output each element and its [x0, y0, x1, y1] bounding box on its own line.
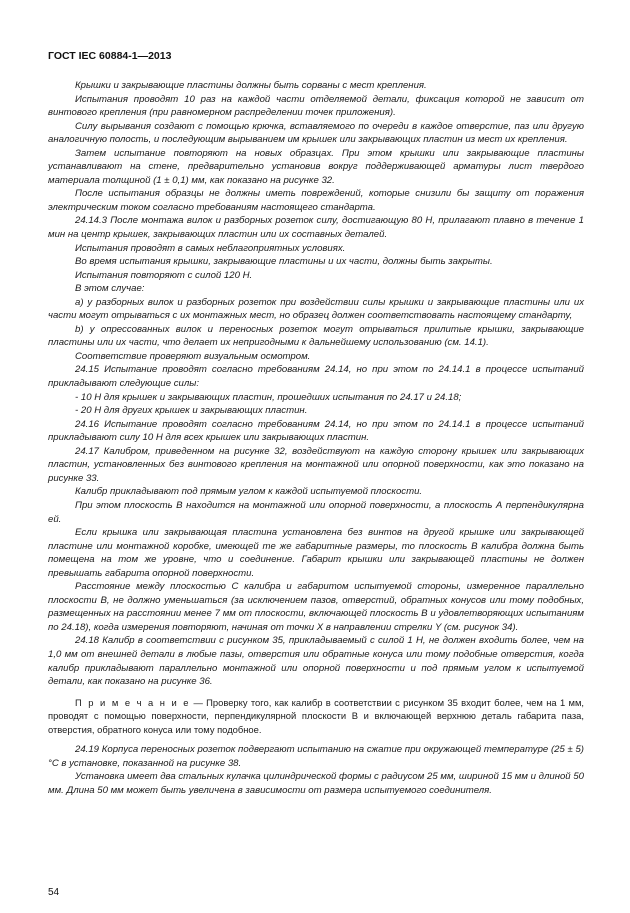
paragraph: Испытания проводят 10 раз на каждой части отделяемой детали, фиксация которой не зависит от винтового крепления (при равномерном распределении точек приложения). — [48, 93, 584, 119]
paragraph: - 20 Н для других крышек и закрывающих пластин. — [75, 405, 308, 417]
paragraph: Испытания повторяют с силой 120 Н. — [75, 269, 253, 281]
note-paragraph — [48, 696, 584, 737]
document-body — [48, 79, 584, 797]
paragraph: Установка имеет два стальных кулачка цилиндрической формы с радиусом 25 мм, шириной 15 мм и длиной 50 мм. Длина 50 мм может быть увеличена в зависимости от размера испытуемого соединителя. — [48, 771, 584, 796]
paragraph: После испытания образцы не должны иметь повреждений, которые снизили бы защиту от поражения электрическим током согласно требованиям настоящего стандарта. — [48, 188, 584, 213]
paragraph: Соответствие проверяют визуальным осмотром. — [75, 350, 311, 362]
paragraph: 24.19 Корпуса переносных розеток подвергают испытанию на сжатие при окружающей температуре (25 ± 5)°С в установке, показанной на рисунке 38. — [48, 744, 584, 769]
paragraph: 24.18 Калибр в соответствии с рисунком 35, прикладываемый с силой 1 Н, не должен входить более, чем на 1,0 мм от внешней детали в любые пазы, отверстия или обратные конуса или тому подобные отверстия, когда калибр прикладывают параллельно монтажной или опорной поверхности и под прямым углом к испытуемой детали, как показано на рисунке 36. — [48, 635, 584, 688]
paragraph: В этом случае: — [75, 283, 145, 295]
document-header: ГОСТ IEC 60884-1—2013 — [48, 50, 172, 62]
paragraph: Затем испытание повторяют на новых образцах. При этом крышки или закрывающие пластины устанавливают на стене, предварительно установив вокруг поддерживающей арматуры лист твердого материала толщиной (1 ± 0,1) мм, как показано на рисунке 32. — [48, 147, 584, 186]
paragraph: 24.14.3 После монтажа вилок и разборных розеток силу, достигающую 80 Н, прилагают плавно в течение 1 мин на центр крышек, закрывающих пластин или их составных деталей. — [48, 215, 584, 241]
paragraph: b) у опрессованных вилок и переносных розеток могут отрываться прилитые крышки, закрывающие пластины или их части, что делает их непригодными к дальнейшему использованию (см. 14.1). — [48, 323, 584, 349]
page-number: 54 — [48, 887, 60, 898]
paragraph: Калибр прикладывают под прямым углом к каждой испытуемой плоскости. — [75, 486, 423, 498]
paragraph: - 10 Н для крышек и закрывающих пластин, прошедших испытания по 24.17 и 24.18; — [75, 391, 462, 403]
paragraph: 24.15 Испытание проводят согласно требованиям 24.14, но при этом по 24.14.1 в процессе испытаний прикладывают следующие силы: — [48, 364, 584, 390]
paragraph: Расстояние между плоскостью С калибра и габаритом испытуемой стороны, измеренное параллельно плоскости В, не должно уменьшаться (за исключением пазов, отверстий, обратных конусов или тому подобных, размещенных на расстоянии менее 7 мм от плоскости, включающей плоскость В и удовлетворяющих испытаниям по 24.18), когда измерения повторяют, начиная от точки Х в направлении стрелки Y (см. рисунок 34). — [48, 581, 584, 633]
paragraph: Силу вырывания создают с помощью крючка, вставляемого по очереди в каждое отверстие, паз или другую аналогичную полость, и последующим вырыванием им крышек или закрывающих пластин из мест их крепления. — [48, 120, 584, 146]
note-label: П р и м е ч а н и е — [75, 696, 191, 708]
note-text: — Проверку того, как калибр в соответствии с рисунком 35 входит более, чем на 1 мм, проводят с помощью поверхности, перпендикулярной плоскости В и включающей верхнюю деталь габарита паза, отверстия, обратного конуса или тому подобное. — [48, 696, 584, 735]
paragraph: Во время испытания крышки, закрывающие пластины и их части, должны быть закрыты. — [75, 256, 493, 268]
paragraph: При этом плоскость В находится на монтажной или опорной поверхности, а плоскость А перпендикулярна ей. — [48, 499, 584, 525]
paragraph: Испытания проводят в самых неблагоприятных условиях. — [75, 242, 346, 254]
paragraph: 24.17 Калибром, приведенном на рисунке 32, воздействуют на каждую сторону крышек или закрывающих пластин, установленных без винтового крепления на монтажной или опорной поверхности, как это показано на рисунке 33. — [48, 445, 584, 484]
paragraph: 24.16 Испытание проводят согласно требованиям 24.14, но при этом по 24.14.1 в процессе испытаний прикладывают силу 10 Н для всех крышек или закрывающих пластин. — [48, 418, 584, 444]
paragraph: Если крышка или закрывающая пластина установлена без винтов на другой крышке или закрывающей пластине или монтажной коробке, имеющей те же габаритные размеры, то плоскость В калибра должна быть помещена на том же уровне, что и соединение. Габарит крышки или закрывающей пластины не должен превышать габарита опорной поверхности. — [48, 527, 584, 579]
paragraph: а) у разборных вилок и разборных розеток при воздействии силы крышки и закрывающие пластины или их части могут отрываться с их монтажных мест, но образец должен соответствовать настоящему стандарту, — [48, 296, 584, 322]
paragraph: Крышки и закрывающие пластины должны быть сорваны с мест крепления. — [75, 80, 427, 91]
